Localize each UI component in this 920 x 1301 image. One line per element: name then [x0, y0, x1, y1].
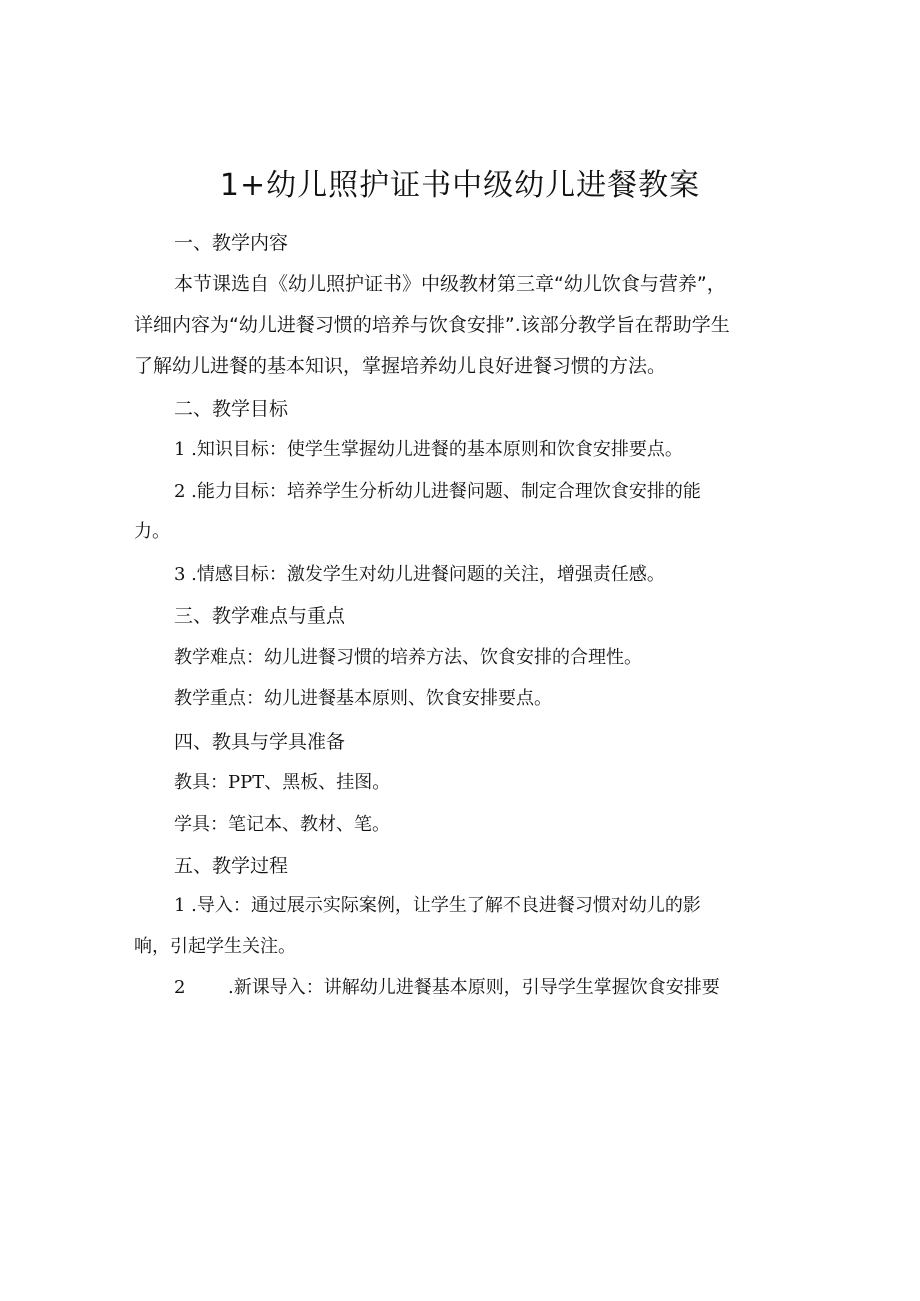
- objective-item-knowledge: 1 .知识目标：使学生掌握幼儿进餐的基本原则和饮食安排要点。: [174, 439, 683, 460]
- section-heading-objectives: 二、教学目标: [174, 398, 289, 420]
- objective-item-emotion: 3 .情感目标：激发学生对幼儿进餐问题的关注，增强责任感。: [174, 564, 665, 585]
- process-step-1-line-2: 响，引起学生关注。: [134, 936, 296, 957]
- document-title: 1+幼儿照护证书中级幼儿进餐教案: [219, 168, 701, 203]
- process-step-2-number: 2: [174, 977, 186, 998]
- content-paragraph-line-2: 详细内容为“幼儿进餐习惯的培养与饮食安排”.该部分教学旨在帮助学生: [134, 314, 730, 336]
- section-heading-content: 一、教学内容: [174, 232, 289, 254]
- process-step-2-text: .新课导入：讲解幼儿进餐基本原则，引导学生掌握饮食安排要: [228, 977, 720, 998]
- section-heading-tools: 四、教具与学具准备: [174, 731, 346, 753]
- section-heading-difficulty: 三、教学难点与重点: [174, 605, 346, 627]
- teacher-tools: 教具：PPT、黑板、挂图。: [174, 772, 391, 793]
- content-paragraph-line-1: 本节课选自《幼儿照护证书》中级教材第三章“幼儿饮食与营养”，: [174, 273, 726, 295]
- teaching-difficulty: 教学难点：幼儿进餐习惯的培养方法、饮食安排的合理性。: [174, 647, 642, 668]
- process-step-1-line-1: 1 .导入：通过展示实际案例，让学生了解不良进餐习惯对幼儿的影: [174, 895, 701, 916]
- content-paragraph-line-3: 了解幼儿进餐的基本知识，掌握培养幼儿良好进餐习惯的方法。: [134, 355, 667, 377]
- objective-item-ability-line-2: 力。: [134, 521, 170, 542]
- teaching-key-point: 教学重点：幼儿进餐基本原则、饮食安排要点。: [174, 688, 552, 709]
- student-tools: 学具：笔记本、教材、笔。: [174, 814, 390, 835]
- objective-item-ability-line-1: 2 .能力目标：培养学生分析幼儿进餐问题、制定合理饮食安排的能: [174, 481, 701, 502]
- section-heading-process: 五、教学过程: [174, 855, 289, 877]
